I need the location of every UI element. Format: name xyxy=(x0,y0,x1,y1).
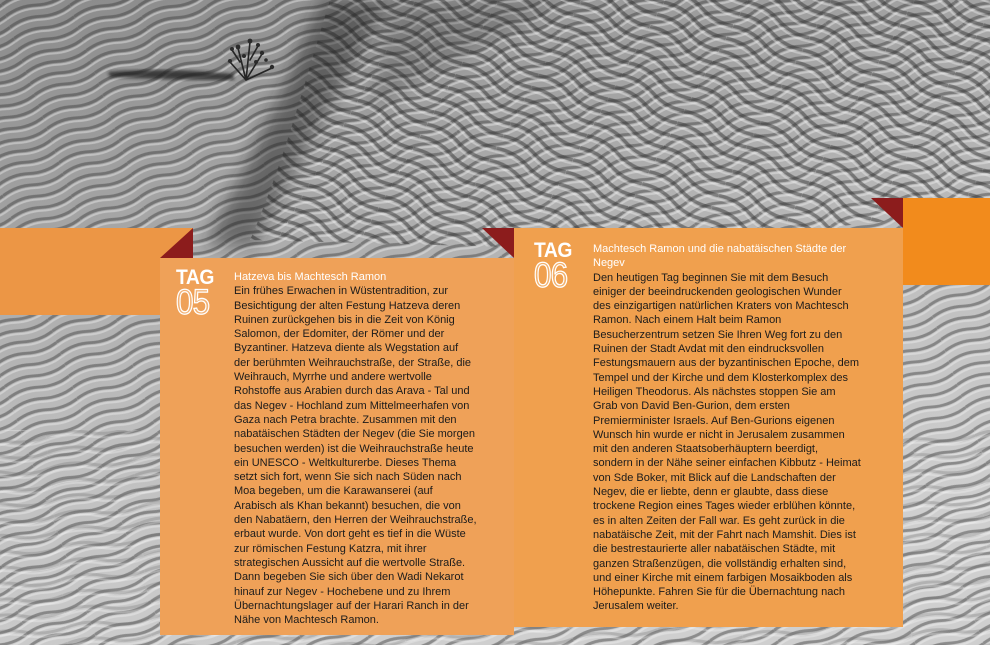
day06-body-line: Jerusalem weiter. xyxy=(593,600,679,613)
day06-body-line: und einer Kirche mit einem farbigen Mosaikboden als xyxy=(593,571,853,584)
day06-body-line: Tempel und der Kirche und dem Klosterkomplex des xyxy=(593,371,848,384)
day05-title xyxy=(234,270,477,284)
day06-body-line: ganzen Straßenzügen, die vollständig erhalten sind, xyxy=(593,557,847,570)
day06-body-line: von Sde Boker, mit Blick auf die Landschaften der xyxy=(593,471,836,484)
day06-tag-label: TAG xyxy=(534,239,572,262)
day06-body xyxy=(593,271,861,614)
day05-tag-number: 05 xyxy=(176,283,210,322)
day05-body-line: Übernachtungslager auf der Harari Ranch in der xyxy=(234,599,469,612)
day06-body-line: Den heutigen Tag beginnen Sie mit dem Besuch xyxy=(593,271,829,284)
day05-body-line: Nähe von Machtesch Ramon. xyxy=(234,614,379,627)
day06-text xyxy=(593,242,861,614)
day05-body-line: Besichtigung der alten Festung Hatzeva deren xyxy=(234,299,461,312)
day05-body-line: Arabisch als Khan bekannt) besuchen, die von xyxy=(234,499,461,512)
day05-body-line: strategischen Aussicht auf die wertvolle Straße. xyxy=(234,556,466,569)
day06-body-line: die bestrestaurierte aller nabatäischen Städte, mit xyxy=(593,543,836,556)
day05-body-line: Salomon, der Edomiter, der Römer und der xyxy=(234,328,445,341)
day06-body-line: einiger der beeindruckenden geologischen Wunder xyxy=(593,285,842,298)
day05-body-line: nabatäischen Städten der Negev (die Sie morgen xyxy=(234,428,475,441)
day06-body-line: sondern in der Nähe seiner einfachen Kibbutz - Heimat xyxy=(593,457,861,470)
day05-body-line: besuchen werden) ist die Weihrauchstraße heute xyxy=(234,442,474,455)
day06-body-line: Grab von David Ben-Gurion, dem ersten xyxy=(593,400,790,413)
day05-body-line: Weihrauch, Myrrhe und andere wertvolle xyxy=(234,371,432,384)
day05-body-line: Ein frühes Erwachen in Wüstentradition, zur xyxy=(234,285,448,298)
day05-body-line: Ruinen zurückgehen bis in die Zeit von König xyxy=(234,313,455,326)
day06-body-line: Höhepunkte. Fahren Sie für die Übernachtung nach xyxy=(593,586,845,599)
day06-body-line: trockene Region eines Tages wieder erblühen könnte, xyxy=(593,500,856,513)
day05-body-line: hinauf zur Negev - Hochebene und zu Ihrem xyxy=(234,585,451,598)
day06-body-line: Heiligen Theodorus. Als nächstes stoppen Sie am xyxy=(593,385,836,398)
day05-body-line: das Negev - Hochland zum Mittelmeerhafen von xyxy=(234,399,470,412)
day06-body-line: Ruinen der Stadt Avdat mit den eindrucksvollen xyxy=(593,343,824,356)
day05-body-line: Rohstoffe aus Arabien durch das Arava - Tal und xyxy=(234,385,470,398)
day05-tag xyxy=(176,266,217,322)
day06-body-line: Ramon. Nach einem Halt beim Ramon xyxy=(593,314,782,327)
day05-body-line: setzt sich fort, wenn Sie sich nach Süden nach xyxy=(234,471,462,484)
day05-body-line: der berühmten Weihrauchstraße, der Straße, die xyxy=(234,356,472,369)
day05-body-line: Gaza nach Petra brachte. Zusammen mit den xyxy=(234,413,457,426)
day06-body-line: Besucherzentrum setzen Sie Ihren Weg fort zu den xyxy=(593,328,843,341)
day06-body-line: Wunsch hin wurde er nicht in Jerusalem zusammen xyxy=(593,428,845,441)
ribbon-band-right xyxy=(903,198,990,285)
day06-body-line: mit den anderen Staatsoberhäuptern beerdigt, xyxy=(593,443,819,456)
day06-body-line: Festungsmauern aus der byzantinischen Epoche, dem xyxy=(593,357,859,370)
day05-body-line: erbaut wurde. Von dort geht es tief in die Wüste xyxy=(234,528,466,541)
day06-tag-number: 06 xyxy=(534,256,568,295)
day05-body-line: Dann begeben Sie sich über den Wadi Nekarot xyxy=(234,571,464,584)
day06-body-line: nabatäische Zeit, mit der Fahrt nach Mamshit. Dies ist xyxy=(593,528,856,541)
day05-title-line: Hatzeva bis Machtesch Ramon xyxy=(234,271,387,283)
day06-body-line: Negev, die er liebte, denn er glaubte, dass diese xyxy=(593,486,829,499)
day06-body-line: Premierminister Israels. Auf Ben-Gurions eigenen xyxy=(593,414,835,427)
day05-body xyxy=(234,284,477,627)
day06-title xyxy=(593,242,861,271)
day06-title-line: Negev xyxy=(593,257,625,270)
day05-text xyxy=(234,270,477,627)
day06-body-line: des einzigartigen natürlichen Kraters von Machtesch xyxy=(593,300,849,313)
day06-body-line: es in alten Zeiten der Fall war. Es geht zurück in die xyxy=(593,514,845,527)
day05-body-line: ein UNESCO - Weltkulturerbe. Dieses Thema xyxy=(234,456,457,469)
day05-tag-label: TAG xyxy=(176,266,214,289)
day05-body-line: zur römischen Festung Katzra, mit ihrer xyxy=(234,542,427,555)
day06-tag xyxy=(534,239,575,295)
day06-title-line: Machtesch Ramon und die nabatäischen Städte der xyxy=(593,243,847,255)
day05-body-line: Moa begeben, um die Karawanserei (auf xyxy=(234,485,433,498)
day05-body-line: den Nabatäern, den Herren der Weihrauchstraße, xyxy=(234,514,477,527)
day05-body-line: Byzantiner. Hatzeva diente als Wegstation auf xyxy=(234,342,459,355)
